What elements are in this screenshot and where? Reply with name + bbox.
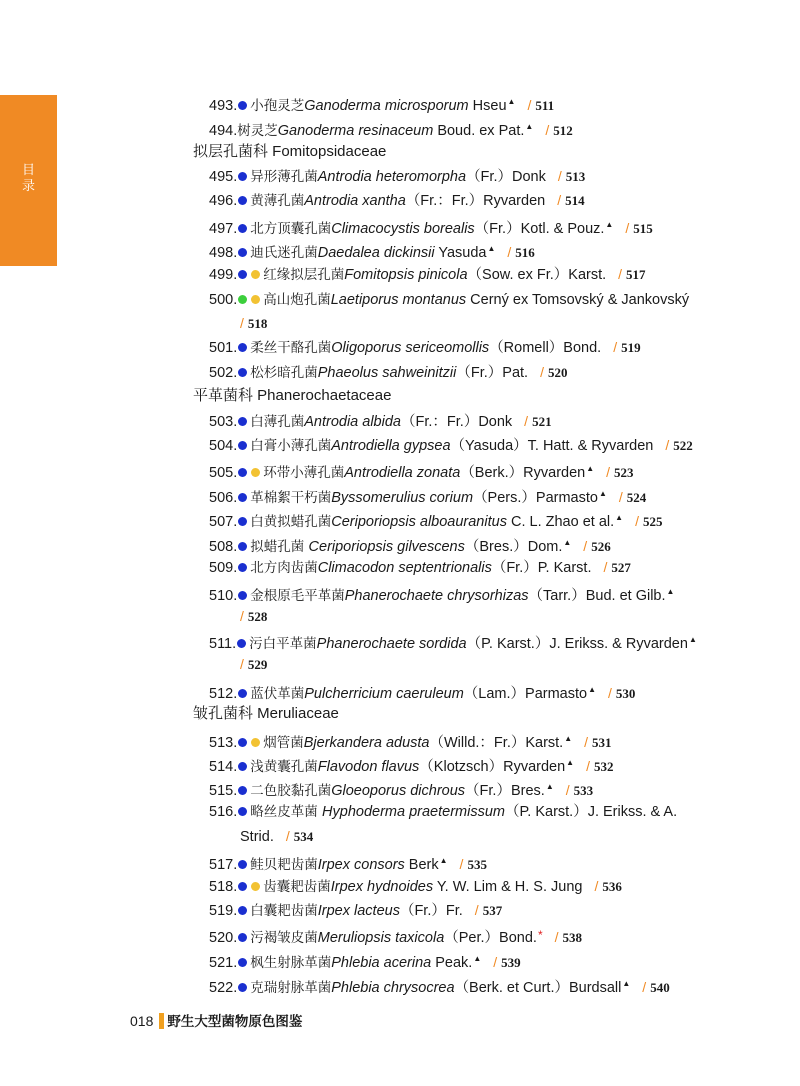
section-tab-label: 目录	[22, 163, 36, 194]
status-blue-dot-icon	[238, 270, 247, 279]
page-slash-icon: /	[603, 559, 608, 575]
scientific-name: Phlebia chrysocrea	[331, 980, 455, 996]
entry-number: 493.	[209, 98, 238, 114]
page-slash-icon: /	[635, 513, 639, 529]
status-blue-dot-icon	[238, 248, 247, 257]
toc-entry	[209, 337, 641, 358]
status-blue-dot-icon	[238, 172, 247, 181]
entry-number: 507.	[209, 514, 238, 530]
chinese-name: 环带小薄孔菌	[263, 465, 345, 481]
toc-entry	[209, 802, 677, 822]
toc-entry	[209, 117, 573, 141]
status-blue-dot-icon	[238, 958, 247, 967]
chinese-name: 污褐皱皮菌	[250, 930, 318, 946]
entry-number: 508.	[209, 539, 238, 555]
family-heading: 拟层孔菌科 Fomitopsidaceae	[193, 143, 387, 160]
triangle-mark-icon: ▲	[566, 758, 575, 767]
page-reference: 536	[602, 879, 622, 894]
chinese-name: 黄薄孔菌	[250, 193, 305, 209]
status-blue-dot-icon	[238, 738, 247, 747]
chinese-name: 革棉絮干朽菌	[250, 490, 332, 506]
page-reference: 524	[626, 490, 647, 505]
status-blue-dot-icon	[238, 343, 247, 352]
author-citation: Peak.	[431, 955, 473, 971]
page-slash-icon: /	[608, 685, 612, 701]
author-citation: （Sow. ex Fr.）Karst.	[467, 267, 607, 283]
scientific-name: Irpex consors	[317, 857, 405, 873]
page-reference: 526	[591, 539, 611, 554]
page-slash-icon: /	[642, 979, 647, 995]
status-blue-dot-icon	[238, 224, 247, 233]
toc-entry	[209, 484, 646, 508]
page-slash-icon: /	[565, 782, 570, 798]
page-slash-icon: /	[594, 878, 599, 894]
page-slash-icon: /	[493, 954, 498, 970]
author-citation: C. L. Zhao et al.	[506, 514, 615, 530]
page-slash-icon: /	[524, 413, 529, 429]
toc-entry-continuation	[240, 606, 267, 627]
author-citation: Yasuda	[434, 245, 487, 261]
page-slash-icon: /	[540, 364, 544, 380]
entry-number: 518.	[209, 879, 238, 895]
triangle-mark-icon: ▲	[622, 979, 631, 988]
status-blue-dot-icon	[238, 807, 247, 816]
chinese-name: 北方肉齿菌	[250, 560, 318, 576]
toc-entry	[209, 190, 585, 211]
status-yellow-dot-icon	[251, 882, 260, 891]
status-blue-dot-icon	[238, 591, 247, 600]
scientific-name: Laetiporus montanus	[330, 292, 467, 308]
page-slash-icon: /	[285, 828, 290, 844]
author-citation: （Fr.：Fr.）Donk	[400, 414, 513, 430]
chinese-name: 白薄孔菌	[250, 414, 305, 430]
chinese-name: 白囊耙齿菌	[250, 903, 318, 919]
toc-entry	[209, 876, 622, 897]
scientific-name: Antrodia xantha	[304, 193, 406, 209]
toc-entry	[209, 362, 567, 383]
scientific-name: Gloeoporus dichrous	[331, 783, 466, 799]
scientific-name: Irpex hydnoides	[330, 879, 434, 895]
page-reference: 537	[482, 903, 503, 918]
toc-entry	[209, 925, 582, 948]
page-slash-icon: /	[618, 489, 623, 505]
author-citation: （Romell）Bond.	[489, 340, 602, 356]
page-reference: 525	[642, 514, 663, 529]
status-blue-dot-icon	[238, 368, 247, 377]
page-slash-icon: /	[240, 608, 244, 624]
entry-number: 514.	[209, 759, 238, 775]
scientific-name: Antrodiella zonata	[344, 465, 461, 481]
author-citation-continued: Strid.	[240, 829, 274, 845]
toc-entry	[209, 777, 593, 801]
toc-entry	[209, 630, 697, 654]
entry-number: 503.	[209, 414, 238, 430]
scientific-name: Phaeolus sahweinitzii	[317, 365, 457, 381]
page-reference: 521	[532, 414, 552, 429]
triangle-mark-icon: ▲	[586, 464, 595, 473]
page-reference: 513	[565, 169, 586, 184]
page-slash-icon: /	[625, 220, 630, 236]
page-reference: 530	[615, 686, 636, 701]
triangle-mark-icon: ▲	[545, 782, 554, 791]
entry-number: 506.	[209, 490, 238, 506]
status-blue-dot-icon	[238, 468, 247, 477]
chinese-name: 异形薄孔菌	[250, 169, 318, 185]
status-green-dot-icon	[238, 295, 247, 304]
page-slash-icon: /	[507, 244, 512, 260]
page-slash-icon: /	[474, 902, 479, 918]
author-citation: （Lam.）Parmasto	[463, 686, 588, 702]
chinese-name: 小孢灵芝	[250, 98, 305, 114]
author-citation: （Berk. et Curt.）Burdsall	[454, 980, 622, 996]
chinese-name: 齿囊耙齿菌	[263, 879, 331, 895]
author-citation: （Fr.：Fr.）Ryvarden	[405, 193, 546, 209]
author-citation: （Fr.）Bres.	[465, 783, 545, 799]
entry-number: 522.	[209, 980, 238, 996]
page-reference: 515	[633, 221, 653, 236]
footer-divider	[159, 1013, 164, 1029]
page-slash-icon: /	[583, 538, 588, 554]
page-reference: 539	[501, 955, 521, 970]
toc-entry	[209, 239, 535, 263]
author-citation: （Fr.）Donk	[466, 169, 546, 185]
toc-entry	[209, 900, 502, 921]
entry-number: 511.	[209, 636, 237, 652]
page-footer	[130, 1010, 302, 1030]
entry-number: 519.	[209, 903, 238, 919]
page-slash-icon: /	[557, 192, 562, 208]
page-reference: 527	[611, 560, 631, 575]
toc-entry	[209, 264, 646, 285]
entry-number: 497.	[209, 221, 238, 237]
page-slash-icon: /	[557, 168, 562, 184]
toc-entry-continuation	[240, 826, 313, 847]
toc-entry	[209, 215, 653, 239]
status-yellow-dot-icon	[251, 738, 260, 747]
page-reference: 538	[562, 930, 583, 945]
chinese-name: 二色胶黏孔菌	[250, 783, 332, 799]
page-reference: 511	[535, 98, 555, 113]
author-citation: （Fr.）P. Karst.	[491, 560, 592, 576]
page-slash-icon: /	[586, 758, 590, 774]
scientific-name: Oligoporus sericeomollis	[331, 340, 490, 356]
scientific-name: Pulcherricium caeruleum	[304, 686, 464, 702]
status-blue-dot-icon	[238, 882, 247, 891]
entry-number: 512.	[209, 686, 238, 702]
scientific-name: Antrodia heteromorpha	[317, 169, 467, 185]
author-citation: （Klotzsch）Ryvarden	[419, 759, 566, 775]
page-reference: 529	[247, 657, 268, 672]
chinese-name: 金根原毛平革菌	[250, 588, 345, 604]
triangle-mark-icon: ▲	[564, 734, 573, 743]
page-reference: 528	[247, 609, 268, 624]
section-tab	[0, 95, 57, 266]
scientific-name: Climacodon septentrionalis	[317, 560, 492, 576]
scientific-name: Phanerochaete sordida	[316, 636, 467, 652]
author-citation: （Berk.）Ryvarden	[460, 465, 586, 481]
page-number: 018	[130, 1013, 154, 1029]
toc-entry	[209, 435, 693, 456]
page-slash-icon: /	[527, 97, 532, 113]
page-reference: 517	[626, 267, 646, 282]
toc-entry	[209, 459, 634, 483]
toc-entry-continuation	[240, 313, 267, 334]
scientific-name: Fomitopsis pinicola	[344, 267, 468, 283]
chinese-name: 鲑贝耙齿菌	[250, 857, 318, 873]
status-blue-dot-icon	[238, 860, 247, 869]
triangle-mark-icon: ▲	[439, 856, 448, 865]
scientific-name: Phanerochaete chrysorhizas	[344, 588, 529, 604]
page-reference: 520	[547, 365, 568, 380]
scientific-name: Antrodiella gypsea	[331, 438, 451, 454]
page-slash-icon: /	[545, 122, 550, 138]
chinese-name: 拟蜡孔菌	[250, 539, 309, 555]
author-citation: （Willd.：Fr.）Karst.	[429, 735, 564, 751]
chinese-name: 浅黄囊孔菌	[250, 759, 318, 775]
toc-entry	[209, 533, 611, 557]
page-slash-icon: /	[606, 464, 611, 480]
chinese-name: 柔丝干酪孔菌	[250, 340, 332, 356]
author-citation: （Yasuda）T. Hatt. & Ryvarden	[450, 438, 654, 454]
page-slash-icon: /	[459, 856, 464, 872]
toc-entry	[209, 582, 674, 606]
chinese-name: 白黄拟蜡孔菌	[250, 514, 332, 530]
toc-entry	[209, 411, 552, 432]
asterisk-mark-icon: *	[537, 928, 543, 942]
toc-entry	[209, 851, 487, 875]
page-slash-icon: /	[554, 929, 559, 945]
triangle-mark-icon: ▲	[588, 685, 597, 694]
status-blue-dot-icon	[238, 441, 247, 450]
entry-number: 504.	[209, 438, 238, 454]
entry-number: 502.	[209, 365, 238, 381]
status-yellow-dot-icon	[251, 295, 260, 304]
author-citation: Hseu	[468, 98, 507, 114]
page-reference: 512	[553, 123, 573, 138]
page-slash-icon: /	[240, 315, 244, 331]
toc-entry	[209, 290, 689, 310]
entry-number: 520.	[209, 930, 238, 946]
scientific-name: Ceriporiopsis gilvescens	[308, 539, 465, 555]
chinese-name: 略丝皮革菌	[250, 804, 323, 820]
status-blue-dot-icon	[237, 639, 246, 648]
scientific-name: Ceriporiopsis alboauranitus	[331, 514, 507, 530]
page-slash-icon: /	[613, 339, 618, 355]
page-reference: 523	[614, 465, 634, 480]
status-yellow-dot-icon	[251, 468, 260, 477]
triangle-mark-icon: ▲	[666, 587, 675, 596]
triangle-mark-icon: ▲	[563, 538, 572, 547]
chinese-name: 松杉暗孔菌	[250, 365, 318, 381]
entry-number: 498.	[209, 245, 238, 261]
triangle-mark-icon: ▲	[487, 244, 496, 253]
status-blue-dot-icon	[238, 933, 247, 942]
entry-number: 516.	[209, 804, 238, 820]
status-blue-dot-icon	[238, 101, 247, 110]
author-citation: Cerný ex Tomsovský & Jankovský	[466, 292, 690, 308]
family-heading: 平革菌科 Phanerochaetaceae	[193, 387, 392, 404]
author-citation: Boud. ex Pat.	[433, 123, 525, 139]
page-reference: 518	[247, 316, 268, 331]
page-reference: 535	[467, 857, 487, 872]
author-citation: Y. W. Lim & H. S. Jung	[433, 879, 583, 895]
status-blue-dot-icon	[238, 906, 247, 915]
author-citation: （Tarr.）Bud. et Gilb.	[528, 588, 666, 604]
status-blue-dot-icon	[238, 983, 247, 992]
chinese-name: 迪氏迷孔菌	[250, 245, 318, 261]
page-slash-icon: /	[665, 437, 670, 453]
status-blue-dot-icon	[238, 417, 247, 426]
status-blue-dot-icon	[238, 493, 247, 502]
toc-entry	[209, 974, 670, 998]
family-heading: 皱孔菌科 Meruliaceae	[193, 705, 339, 722]
author-citation: （P. Karst.）J. Erikss. & Ryvarden	[466, 636, 688, 652]
entry-number: 496.	[209, 193, 238, 209]
page-reference: 514	[565, 193, 585, 208]
page-slash-icon: /	[618, 266, 623, 282]
author-citation: （Fr.）Kotl. & Pouz.	[474, 221, 605, 237]
triangle-mark-icon: ▲	[507, 97, 516, 106]
author-citation: （P. Karst.）J. Erikss. & A.	[504, 804, 678, 820]
toc-entry-continuation	[240, 654, 267, 675]
triangle-mark-icon: ▲	[598, 489, 607, 498]
entry-number: 494.	[209, 123, 238, 139]
entry-number: 515.	[209, 783, 238, 799]
status-blue-dot-icon	[238, 689, 247, 698]
entry-number: 499.	[209, 267, 238, 283]
entry-number: 510.	[209, 588, 238, 604]
status-blue-dot-icon	[238, 563, 247, 572]
chinese-name: 树灵芝	[237, 123, 278, 139]
scientific-name: Byssomerulius corium	[331, 490, 474, 506]
status-yellow-dot-icon	[251, 270, 260, 279]
entry-number: 505.	[209, 465, 238, 481]
status-blue-dot-icon	[238, 762, 247, 771]
author-citation: （Per.）Bond.	[444, 930, 537, 946]
author-citation: （Bres.）Dom.	[464, 539, 563, 555]
scientific-name: Climacocystis borealis	[331, 221, 475, 237]
chinese-name: 烟管菌	[263, 735, 304, 751]
status-blue-dot-icon	[238, 786, 247, 795]
status-blue-dot-icon	[238, 196, 247, 205]
scientific-name: Meruliopsis taxicola	[317, 930, 445, 946]
page-reference: 531	[592, 735, 612, 750]
chinese-name: 红缘拟层孔菌	[263, 267, 345, 283]
author-citation: （Pers.）Parmasto	[473, 490, 598, 506]
chinese-name: 蓝伏革菌	[250, 686, 305, 702]
scientific-name: Daedalea dickinsii	[317, 245, 435, 261]
page-slash-icon: /	[240, 656, 244, 672]
toc-entry	[209, 557, 631, 578]
status-blue-dot-icon	[238, 542, 247, 551]
book-title: 野生大型菌物原色图鉴	[167, 1014, 303, 1030]
page-slash-icon: /	[584, 734, 589, 750]
entry-number: 513.	[209, 735, 238, 751]
page-reference: 532	[593, 759, 614, 774]
scientific-name: Hyphoderma praetermissum	[322, 804, 505, 820]
chinese-name: 污白平革菌	[249, 636, 317, 652]
triangle-mark-icon: ▲	[615, 513, 624, 522]
toc-entry	[209, 92, 554, 116]
author-citation: （Fr.）Fr.	[399, 903, 463, 919]
entry-number: 500.	[209, 292, 238, 308]
page-reference: 522	[673, 438, 693, 453]
triangle-mark-icon: ▲	[688, 635, 697, 644]
scientific-name: Ganoderma microsporum	[304, 98, 469, 114]
toc-entry	[209, 753, 613, 777]
page-reference: 519	[621, 340, 641, 355]
toc-entry	[209, 680, 635, 704]
entry-number: 521.	[209, 955, 238, 971]
scientific-name: Phlebia acerina	[331, 955, 432, 971]
author-citation: Berk	[404, 857, 439, 873]
toc-entry	[209, 949, 521, 973]
entry-number: 509.	[209, 560, 238, 576]
entry-number: 495.	[209, 169, 238, 185]
scientific-name: Ganoderma resinaceum	[277, 123, 434, 139]
scientific-name: Irpex lacteus	[317, 903, 400, 919]
chinese-name: 白膏小薄孔菌	[250, 438, 332, 454]
triangle-mark-icon: ▲	[525, 122, 534, 131]
chinese-name: 克瑞射脉革菌	[250, 980, 332, 996]
toc-entry	[209, 166, 585, 187]
triangle-mark-icon: ▲	[605, 220, 614, 229]
toc-entry	[209, 508, 662, 532]
author-citation: （Fr.）Pat.	[456, 365, 529, 381]
entry-number: 501.	[209, 340, 238, 356]
triangle-mark-icon: ▲	[473, 954, 482, 963]
scientific-name: Antrodia albida	[304, 414, 401, 430]
chinese-name: 枫生射脉革菌	[250, 955, 332, 971]
status-blue-dot-icon	[238, 517, 247, 526]
page-reference: 540	[650, 980, 670, 995]
page-reference: 533	[573, 783, 594, 798]
page-reference: 534	[293, 829, 314, 844]
page-reference: 516	[515, 245, 535, 260]
scientific-name: Bjerkandera adusta	[303, 735, 430, 751]
chinese-name: 高山炮孔菌	[263, 292, 331, 308]
toc-entry	[209, 729, 612, 753]
chinese-name: 北方顶囊孔菌	[250, 221, 332, 237]
scientific-name: Flavodon flavus	[317, 759, 420, 775]
entry-number: 517.	[209, 857, 238, 873]
